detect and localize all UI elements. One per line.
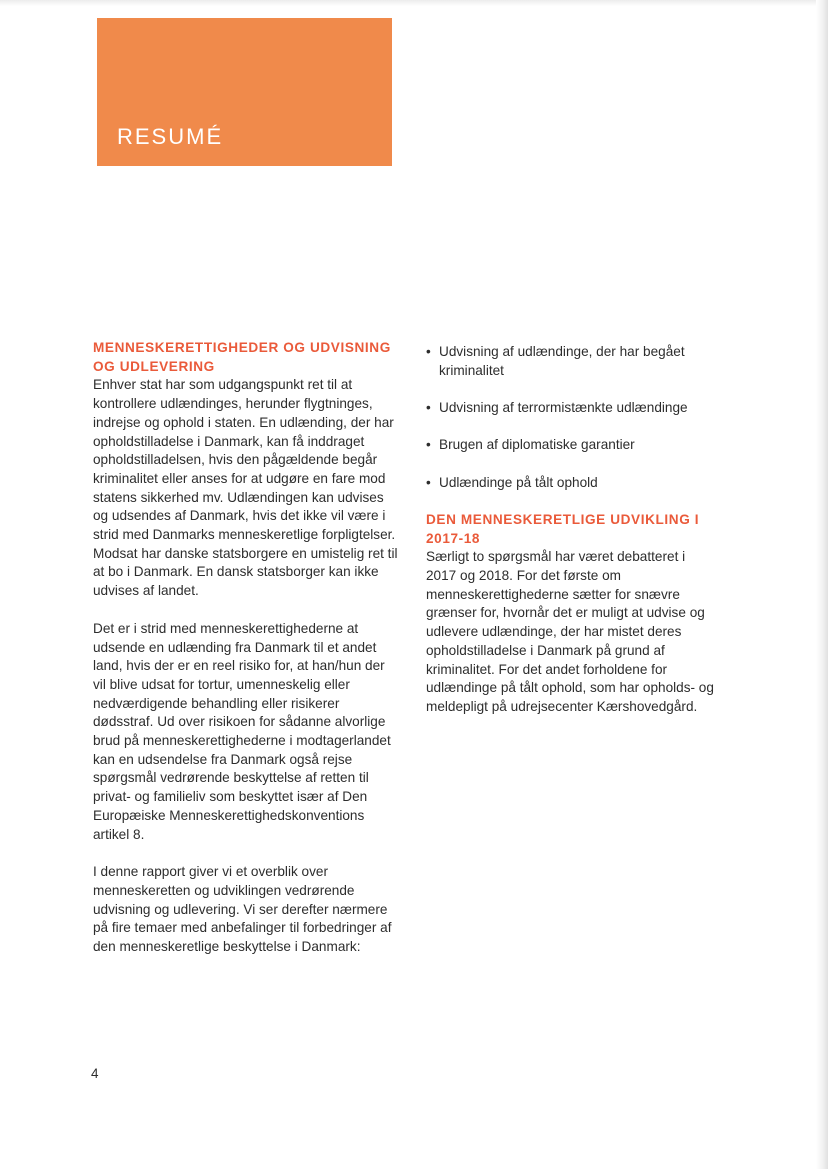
- list-item-label: Udvisning af udlændinge, der har begået kriminalitet: [439, 344, 685, 378]
- bullet-icon: •: [426, 400, 431, 415]
- list-item: [426, 474, 716, 493]
- title-banner: [97, 18, 392, 166]
- page-top-edge: [0, 0, 828, 6]
- list-item-label: Brugen af diplomatiske garantier: [439, 437, 635, 453]
- bullet-icon: •: [426, 344, 431, 359]
- right-column: [426, 343, 716, 717]
- section-heading-development: DEN MENNESKERETLIGE UDVIKLING I 2017-18: [426, 511, 700, 546]
- paragraph-intro: Enhver stat har som udgangspunkt ret til at kontrollere udlændinges, herunder flygtninges, indrejse og ophold i staten. En udlænding, der har opholdstilladelse i Danmark, kan få inddraget opholdstilladelsen, hvis den pågældende begår kriminalitet eller anses for at udgøre en fare mod statens sikkerhed mv. Udlændingen kan udvises og udsendes af Danmark, hvis det ikke vil være i strid med Danmarks menneskeretlige forpligtelser. Modsat har danske statsborgere en umistelig ret til at bo i Danmark. En dansk statsborger kan ikke udvises af landet.: [93, 377, 398, 599]
- paragraph-report-overview: I denne rapport giver vi et overblik over menneskeretten og udviklingen vedrørende udvisning og udlevering. Vi ser derefter nærmere på fire temaer med anbefalinger til forbedringer af den menneskeretlige beskyttelse i Danmark:: [93, 864, 392, 955]
- left-column: [93, 339, 398, 957]
- themes-list: [426, 343, 716, 492]
- bullet-icon: •: [426, 474, 431, 490]
- bullet-icon: •: [426, 437, 431, 453]
- list-item: [426, 436, 716, 455]
- paragraph-torture-risk: Det er i strid med menneskerettighederne at udsende en udlænding fra Danmark til et andet land, hvis der er en reel risiko for, at han/hun der vil blive udsat for tortur, umenneskelig eller nedværdigende behandling eller risikerer dødsstraf. Ud over risikoen for sådanne alvorlige brud på menneskerettighederne i modtagerlandet kan en udsendelse fra Danmark også rejse spørgsmål vedrørende beskyttelse af retten til privat- og familieliv som beskyttet især af Den Europæiske Menneskerettighedskonventions artikel 8.: [93, 620, 391, 842]
- list-item: [426, 343, 716, 380]
- page-number: 4: [91, 1066, 99, 1081]
- list-item-label: Udvisning af terrormistænkte udlændinge: [439, 400, 688, 415]
- paragraph-development: Særligt to spørgsmål har været debatteret i 2017 og 2018. For det første om menneskerettighederne sætter for snævre grænser for, hvornår det er muligt at udvise og udlevere udlændinge, der har mistet deres opholdstilladelse i Danmark på grund af kriminalitet. For det andet forholdene for udlændinge på tålt ophold, som har opholds- og meldepligt på udrejsecenter Kærshovedgård.: [426, 549, 714, 714]
- list-item: [426, 399, 716, 418]
- list-item-label: Udlændinge på tålt ophold: [439, 474, 598, 490]
- section-heading-human-rights: MENNESKERETTIGHEDER OG UDVISNING OG UDLEVERING: [93, 340, 391, 374]
- page-right-edge: [816, 0, 828, 1169]
- page-title: RESUMÉ: [117, 124, 224, 149]
